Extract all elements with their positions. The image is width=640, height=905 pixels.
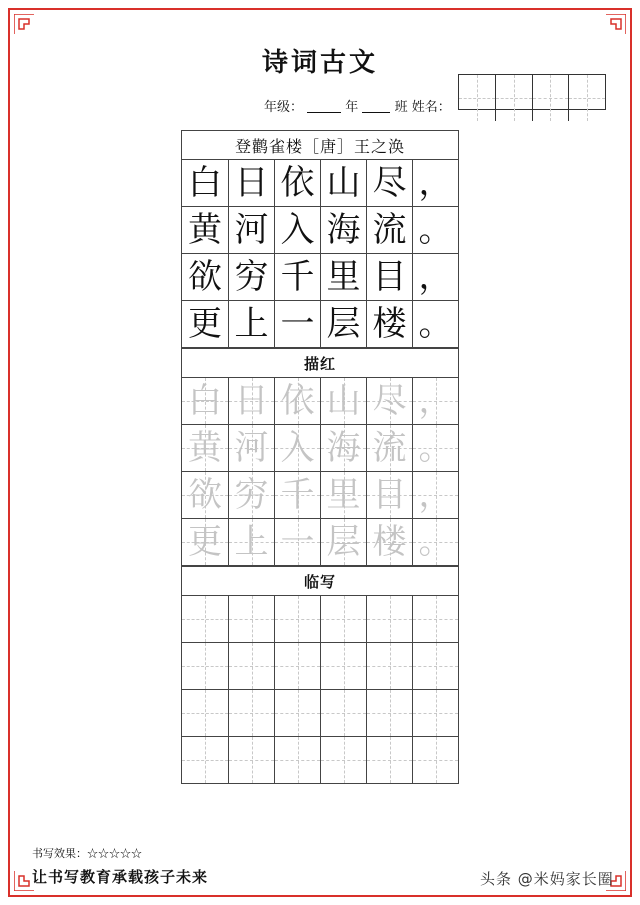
copy-cell[interactable] xyxy=(320,596,366,642)
poem-character: 山 xyxy=(326,163,361,203)
poem-cell xyxy=(182,207,228,253)
class-label: 班 xyxy=(394,100,408,115)
copy-row xyxy=(182,737,458,783)
trace-cell[interactable] xyxy=(182,472,228,518)
poem-row xyxy=(182,301,458,348)
poem-cell xyxy=(412,254,458,300)
trace-cell[interactable] xyxy=(228,472,274,518)
poem-character: 欲 xyxy=(188,257,222,297)
name-label: 姓名： xyxy=(411,100,451,115)
trace-row xyxy=(182,378,458,425)
copy-cell[interactable] xyxy=(320,737,366,783)
copy-cell[interactable] xyxy=(412,690,458,736)
trace-character: 山 xyxy=(326,381,361,421)
poem-character: 河 xyxy=(234,210,269,250)
corner-ornament xyxy=(14,871,34,891)
trace-character: 千 xyxy=(280,475,315,515)
trace-character: 楼 xyxy=(372,522,407,562)
trace-character: 流 xyxy=(372,428,407,468)
trace-character: 欲 xyxy=(188,475,222,515)
poem-row xyxy=(182,254,458,301)
trace-cell[interactable] xyxy=(412,519,458,565)
trace-cell[interactable] xyxy=(320,472,366,518)
trace-character: 一 xyxy=(280,522,315,562)
trace-cell[interactable] xyxy=(274,425,320,471)
trace-cell[interactable] xyxy=(320,378,366,424)
grade-blank[interactable] xyxy=(307,100,341,113)
copy-cell[interactable] xyxy=(228,596,274,642)
poem-cell xyxy=(228,301,274,347)
poem-cell xyxy=(274,207,320,253)
poem-character: 穷 xyxy=(234,257,269,297)
poem-cell xyxy=(412,301,458,347)
copy-rows xyxy=(182,596,458,783)
watermark: 头条 @米妈家长圈 xyxy=(480,870,614,888)
copy-cell[interactable] xyxy=(366,690,412,736)
writing-grid xyxy=(181,130,459,784)
poem-cell xyxy=(228,207,274,253)
trace-character: 黄 xyxy=(188,428,222,468)
poem-cell xyxy=(182,160,228,206)
poem-character: 层 xyxy=(326,304,361,344)
trace-cell[interactable] xyxy=(182,519,228,565)
poem-cell xyxy=(274,254,320,300)
trace-character: 海 xyxy=(326,428,361,468)
poem-cell xyxy=(320,254,366,300)
trace-character: 入 xyxy=(280,428,315,468)
trace-character: 目 xyxy=(372,475,407,515)
copy-cell[interactable] xyxy=(366,596,412,642)
trace-cell[interactable] xyxy=(366,472,412,518)
trace-character: 白 xyxy=(188,381,222,421)
name-boxes[interactable] xyxy=(458,74,606,110)
trace-cell[interactable] xyxy=(320,425,366,471)
poem-cell xyxy=(182,301,228,347)
class-blank[interactable] xyxy=(362,100,390,113)
copy-row xyxy=(182,596,458,643)
poem-cell xyxy=(228,254,274,300)
poem-character: 。 xyxy=(418,210,453,250)
copy-cell[interactable] xyxy=(366,643,412,689)
poem-row xyxy=(182,160,458,207)
trace-character: 。 xyxy=(418,522,453,562)
poem-character: 黄 xyxy=(188,210,222,250)
trace-character: ， xyxy=(418,475,453,515)
poem-rows xyxy=(182,160,458,348)
poem-character: 更 xyxy=(188,304,222,344)
trace-row xyxy=(182,519,458,566)
page-title: 诗词古文 xyxy=(261,48,378,78)
year-label: 年 xyxy=(345,100,359,115)
copy-header: 临写 xyxy=(182,566,458,596)
copy-cell[interactable] xyxy=(182,690,228,736)
poem-cell xyxy=(412,160,458,206)
copy-cell[interactable] xyxy=(412,596,458,642)
trace-cell[interactable] xyxy=(182,425,228,471)
trace-character: 上 xyxy=(234,522,269,562)
copy-cell[interactable] xyxy=(274,690,320,736)
trace-rows xyxy=(182,378,458,566)
copy-cell[interactable] xyxy=(228,737,274,783)
poem-character: 。 xyxy=(418,304,453,344)
copy-cell[interactable] xyxy=(228,690,274,736)
trace-character: 河 xyxy=(234,428,269,468)
poem-cell xyxy=(182,254,228,300)
poem-character: 目 xyxy=(372,257,407,297)
copy-cell[interactable] xyxy=(412,643,458,689)
copy-cell[interactable] xyxy=(182,643,228,689)
trace-row xyxy=(182,425,458,472)
trace-cell[interactable] xyxy=(274,472,320,518)
trace-cell[interactable] xyxy=(228,425,274,471)
trace-cell[interactable] xyxy=(366,378,412,424)
poem-cell xyxy=(320,207,366,253)
poem-cell xyxy=(274,160,320,206)
trace-character: 依 xyxy=(280,381,315,421)
poem-character: 一 xyxy=(280,304,315,344)
trace-character: 。 xyxy=(418,428,453,468)
poem-character: 白 xyxy=(188,163,222,203)
name-box-cell[interactable] xyxy=(568,75,605,121)
name-box-cell[interactable] xyxy=(459,75,495,121)
poem-character: 流 xyxy=(372,210,407,250)
grade-label: 年级： xyxy=(264,100,304,115)
trace-header: 描红 xyxy=(182,348,458,378)
copy-cell[interactable] xyxy=(182,596,228,642)
trace-cell[interactable] xyxy=(366,519,412,565)
trace-cell[interactable] xyxy=(366,425,412,471)
poem-character: 里 xyxy=(326,257,361,297)
name-box-cell[interactable] xyxy=(532,75,569,121)
trace-character: 更 xyxy=(188,522,222,562)
poem-character: 楼 xyxy=(372,304,407,344)
slogan: 让书写教育承载孩子未来 xyxy=(32,868,209,886)
copy-cell[interactable] xyxy=(228,643,274,689)
trace-character: 层 xyxy=(326,522,361,562)
trace-character: 穷 xyxy=(234,475,269,515)
trace-character: 日 xyxy=(234,381,269,421)
trace-character: 里 xyxy=(326,475,361,515)
trace-cell[interactable] xyxy=(228,519,274,565)
poem-cell xyxy=(366,160,412,206)
trace-row xyxy=(182,472,458,519)
copy-cell[interactable] xyxy=(366,737,412,783)
poem-cell xyxy=(366,254,412,300)
poem-character: 尽 xyxy=(372,163,407,203)
trace-cell[interactable] xyxy=(412,425,458,471)
trace-cell[interactable] xyxy=(274,519,320,565)
poem-character: 依 xyxy=(280,163,315,203)
poem-cell xyxy=(412,207,458,253)
copy-cell[interactable] xyxy=(412,737,458,783)
copy-cell[interactable] xyxy=(320,690,366,736)
trace-cell[interactable] xyxy=(412,378,458,424)
poem-character: 日 xyxy=(234,163,269,203)
copy-cell[interactable] xyxy=(320,643,366,689)
copy-cell[interactable] xyxy=(274,596,320,642)
corner-ornament xyxy=(14,14,34,34)
poem-cell xyxy=(228,160,274,206)
poem-header: 登鹳雀楼［唐］王之涣 xyxy=(182,131,458,160)
poem-character: 海 xyxy=(326,210,361,250)
poem-character: ， xyxy=(418,257,453,297)
trace-character: 尽 xyxy=(372,381,407,421)
poem-character: ， xyxy=(418,163,453,203)
poem-character: 入 xyxy=(280,210,315,250)
poem-cell xyxy=(366,301,412,347)
trace-cell[interactable] xyxy=(274,378,320,424)
poem-cell xyxy=(320,160,366,206)
trace-character: ， xyxy=(418,381,453,421)
poem-cell xyxy=(274,301,320,347)
copy-cell[interactable] xyxy=(274,643,320,689)
copy-cell[interactable] xyxy=(274,737,320,783)
poem-character: 千 xyxy=(280,257,315,297)
corner-ornament xyxy=(606,14,626,34)
poem-character: 上 xyxy=(234,304,269,344)
copy-cell[interactable] xyxy=(182,737,228,783)
trace-cell[interactable] xyxy=(228,378,274,424)
trace-cell[interactable] xyxy=(412,472,458,518)
trace-cell[interactable] xyxy=(320,519,366,565)
copy-row xyxy=(182,643,458,690)
poem-cell xyxy=(366,207,412,253)
name-box-cell[interactable] xyxy=(495,75,532,121)
poem-cell xyxy=(320,301,366,347)
poem-row xyxy=(182,207,458,254)
copy-row xyxy=(182,690,458,737)
trace-cell[interactable] xyxy=(182,378,228,424)
student-info xyxy=(264,96,451,115)
writing-effect-rating: 书写效果：☆☆☆☆☆ xyxy=(32,847,142,860)
